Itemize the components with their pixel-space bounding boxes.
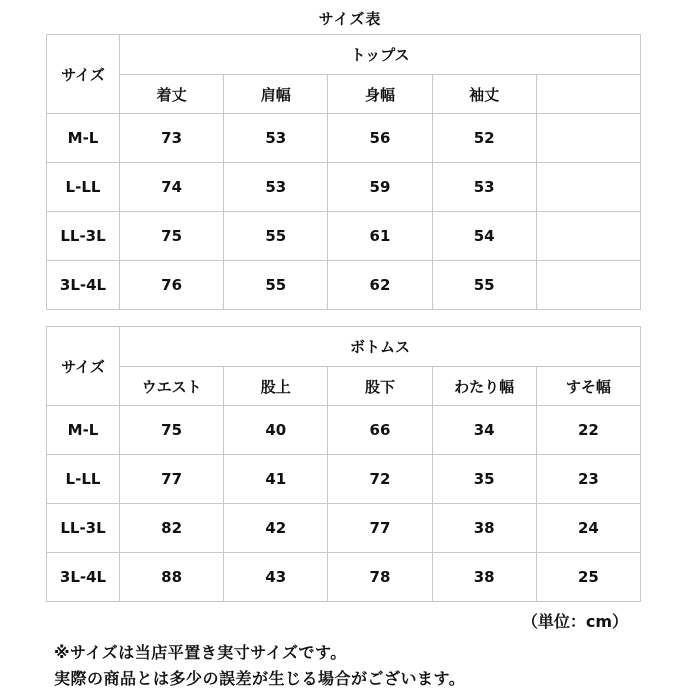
size-label: M-L (47, 406, 120, 455)
table-cell: 76 (120, 261, 224, 310)
bottoms-size-table (46, 326, 641, 602)
table-cell: 77 (120, 455, 224, 504)
bottoms-column-header-row (47, 367, 641, 406)
table-cell: 82 (120, 504, 224, 553)
tops-col-header (536, 75, 640, 114)
table-cell: 23 (536, 455, 640, 504)
table-cell: 75 (120, 406, 224, 455)
table-cell: 53 (224, 114, 328, 163)
table-cell: 34 (432, 406, 536, 455)
table-cell: 56 (328, 114, 432, 163)
bottoms-size-header: サイズ (47, 327, 120, 406)
table-cell: 42 (224, 504, 328, 553)
table-row (47, 455, 641, 504)
notes (54, 640, 465, 692)
table-cell: 66 (328, 406, 432, 455)
table-cell (536, 163, 640, 212)
page-title: サイズ表 (318, 10, 382, 28)
bottoms-col-header: すそ幅 (536, 367, 640, 406)
tops-group-header: トップス (120, 35, 641, 75)
table-row (47, 406, 641, 455)
tops-col-header: 袖丈 (432, 75, 536, 114)
size-label: L-LL (47, 163, 120, 212)
table-cell: 62 (328, 261, 432, 310)
table-row (47, 163, 641, 212)
table-row (47, 553, 641, 602)
table-cell: 61 (328, 212, 432, 261)
unit-note: （単位：cm） (521, 612, 628, 631)
size-label: LL-3L (47, 504, 120, 553)
bottoms-col-header: わたり幅 (432, 367, 536, 406)
tops-col-header: 肩幅 (224, 75, 328, 114)
table-row (47, 212, 641, 261)
tops-column-header-row (47, 75, 641, 114)
table-cell: 55 (224, 261, 328, 310)
bottoms-header-row (47, 327, 641, 367)
size-label: 3L-4L (47, 553, 120, 602)
table-cell: 74 (120, 163, 224, 212)
table-row (47, 261, 641, 310)
note-line: ※サイズは当店平置き実寸サイズです。 (54, 643, 347, 662)
table-cell: 24 (536, 504, 640, 553)
tops-col-header: 着丈 (120, 75, 224, 114)
size-label: L-LL (47, 455, 120, 504)
table-cell (536, 114, 640, 163)
bottoms-col-header: 股下 (328, 367, 432, 406)
table-cell (536, 212, 640, 261)
table-cell: 38 (432, 553, 536, 602)
table-row (47, 504, 641, 553)
table-cell: 41 (224, 455, 328, 504)
table-cell: 78 (328, 553, 432, 602)
table-cell: 53 (224, 163, 328, 212)
table-cell: 72 (328, 455, 432, 504)
table-cell: 59 (328, 163, 432, 212)
size-label: LL-3L (47, 212, 120, 261)
table-cell: 38 (432, 504, 536, 553)
table-cell: 22 (536, 406, 640, 455)
table-cell: 40 (224, 406, 328, 455)
tops-size-table (46, 34, 641, 310)
table-cell: 52 (432, 114, 536, 163)
table-cell: 55 (432, 261, 536, 310)
table-cell: 25 (536, 553, 640, 602)
table-cell: 88 (120, 553, 224, 602)
table-cell: 77 (328, 504, 432, 553)
note-line: 実際の商品とは多少の誤差が生じる場合がございます。 (54, 669, 466, 688)
bottoms-col-header: 股上 (224, 367, 328, 406)
table-cell: 73 (120, 114, 224, 163)
table-cell: 43 (224, 553, 328, 602)
bottoms-col-header: ウエスト (120, 367, 224, 406)
table-cell (536, 261, 640, 310)
table-cell: 54 (432, 212, 536, 261)
table-cell: 35 (432, 455, 536, 504)
tops-col-header: 身幅 (328, 75, 432, 114)
tops-header-row (47, 35, 641, 75)
size-label: M-L (47, 114, 120, 163)
tops-size-header: サイズ (47, 35, 120, 114)
size-label: 3L-4L (47, 261, 120, 310)
table-cell: 75 (120, 212, 224, 261)
table-row (47, 114, 641, 163)
table-cell: 55 (224, 212, 328, 261)
bottoms-group-header: ボトムス (120, 327, 641, 367)
table-cell: 53 (432, 163, 536, 212)
